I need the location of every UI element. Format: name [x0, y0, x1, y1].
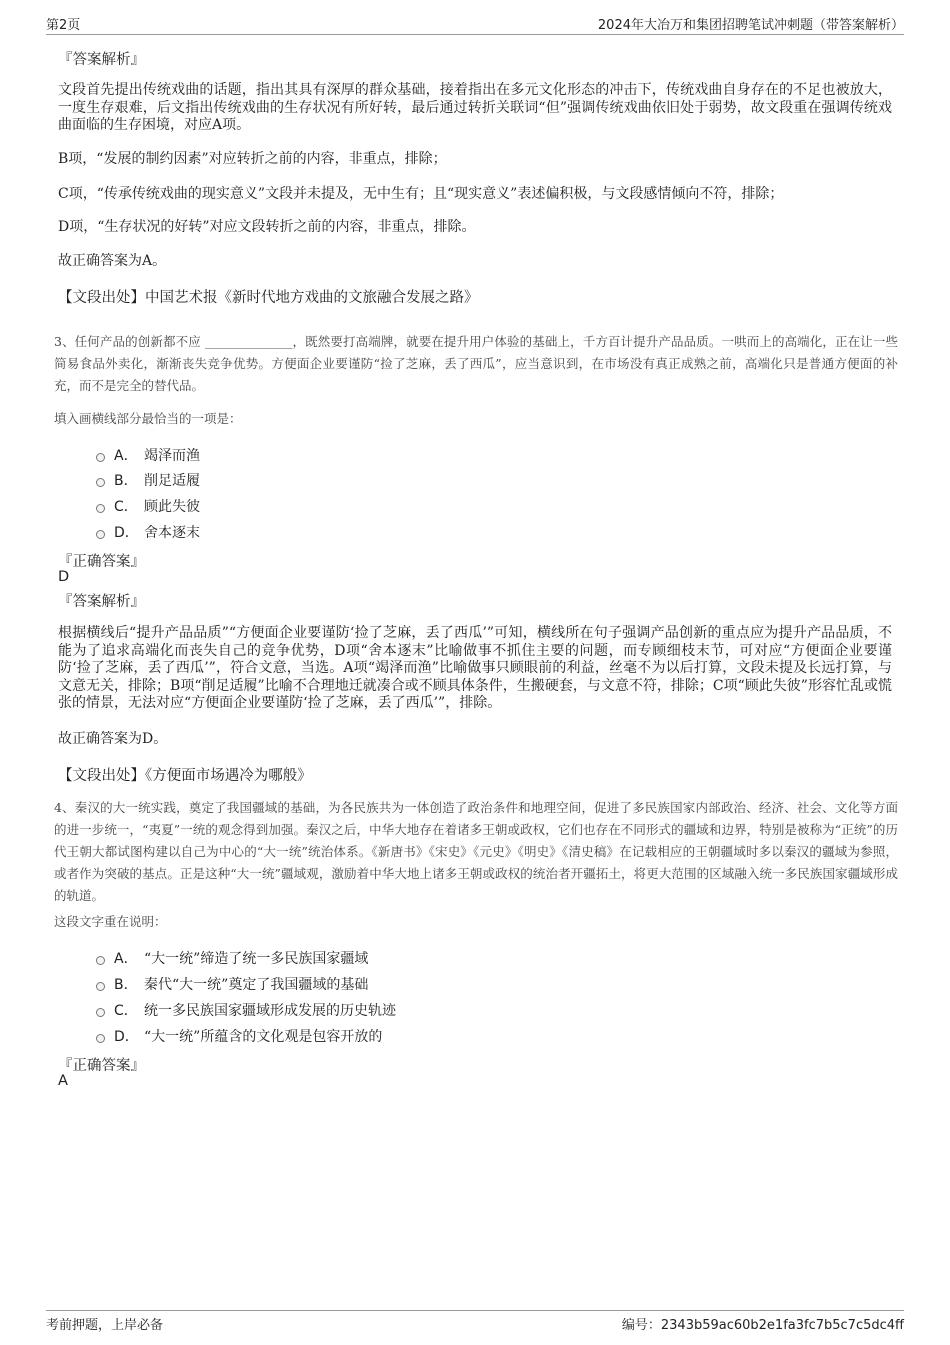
q3-prompt: 填入画横线部分最恰当的一项是：	[54, 411, 242, 426]
radio-button[interactable]	[96, 956, 105, 965]
q3-stem: 3、任何产品的创新都不应 ______________，既然要打高端牌，就要在提升用户体验的基础上，千方百计提升产品品质。一哄而上的高端化，正在让一些简易食品外卖化，渐渐丧失竞争优势。方便面企业要谨防“捡了芝麻，丢了西瓜”，应当意识到，在市场没有真正成熟之前，高端化只是普通方便面的补充，而不是完全的替代品。	[54, 334, 898, 393]
radio-button[interactable]	[96, 453, 105, 462]
q4-prompt: 这段文字重在说明：	[54, 914, 167, 929]
radio-button[interactable]	[96, 1008, 105, 1017]
page-footer	[46, 1310, 904, 1334]
q3-analysis-label: 『答案解析』	[58, 594, 145, 610]
q2-analysis-label: 『答案解析』	[58, 52, 145, 68]
q4-option-b[interactable]: B． 秦代“大一统”奠定了我国疆域的基础	[96, 974, 368, 994]
document-title: 2024年大冶万和集团招聘笔试冲刺题（带答案解析）	[597, 18, 904, 33]
q3-option-a[interactable]: A． 竭泽而渔	[96, 445, 200, 465]
q3-answer: D	[58, 569, 70, 585]
q4-answer-label: 『正确答案』	[58, 1058, 145, 1074]
q3-answer-label: 『正确答案』	[58, 554, 145, 570]
q4-answer: A	[58, 1073, 68, 1089]
page-number: 第2页	[46, 18, 81, 33]
radio-button[interactable]	[96, 1034, 105, 1043]
radio-button[interactable]	[96, 504, 105, 513]
q3-option-d[interactable]: D． 舍本逐末	[96, 522, 200, 542]
q4-option-d[interactable]: D． “大一统”所蕴含的文化观是包容开放的	[96, 1026, 382, 1046]
q2-analysis: 文段首先提出传统戏曲的话题，指出其具有深厚的群众基础，接着指出在多元文化形态的冲击下，传统戏曲自身存在的不足也被放大，一度生存艰难，后文指出传统戏曲的生存状况有所好转，最后通过转折关联词“但”强调传统戏曲依旧处于弱势，故文段重在强调传统戏曲面临的生存困境，对应A项。	[58, 82, 892, 133]
q2-source: 【文段出处】中国艺术报《新时代地方戏曲的文旅融合发展之路》	[58, 290, 479, 306]
q3-option-b[interactable]: B． 削足适履	[96, 470, 200, 490]
q3-conclusion: 故正确答案为D。	[58, 731, 168, 747]
q2-option-b-note: B项，“发展的制约因素”对应转折之前的内容，非重点，排除；	[58, 151, 447, 167]
q4-option-c[interactable]: C． 统一多民族国家疆域形成发展的历史轨迹	[96, 1000, 396, 1020]
q3-source: 【文段出处】《方便面市场遇冷为哪般》	[58, 768, 312, 784]
page-header	[46, 14, 904, 35]
radio-button[interactable]	[96, 982, 105, 991]
radio-button[interactable]	[96, 478, 105, 487]
q2-option-d-note: D项，“生存状况的好转”对应文段转折之前的内容，非重点，排除。	[58, 219, 476, 235]
q2-option-c-note: C项，“传承传统戏曲的现实意义”文段并未提及，无中生有；且“现实意义”表述偏积极，与文段感情倾向不符，排除；	[58, 186, 784, 202]
q3-analysis: 根据横线后“提升产品品质”“方便面企业要谨防‘捡了芝麻，丢了西瓜’”可知，横线所在句子强调产品创新的重点应为提升产品品质，不能为了追求高端化而丧失自己的竞争优势，D项“舍本逐末”比喻做事不抓住主要的问题，而专顾细枝末节，可对应“方便面企业要谨防‘捡了芝麻，丢了西瓜’”，符合文意，当选。A项“竭泽而渔”比喻做事只顾眼前的利益，丝毫不为以后打算，文段未提及长远打算，与文意无关，排除；B项“削足适履”比喻不合理地迁就凑合或不顾具体条件，生搬硬套，与文意不符，排除；C项“顾此失彼”形容忙乱或慌张的情景，无法对应“方便面企业要谨防‘捡了芝麻，丢了西瓜’”，排除。	[58, 625, 892, 711]
q3-option-c[interactable]: C． 顾此失彼	[96, 496, 200, 516]
document-id: 编号：2343b59ac60b2e1fa3fc7b5c7c5dc4ff	[621, 1318, 904, 1333]
radio-button[interactable]	[96, 530, 105, 539]
footer-slogan: 考前押题，上岸必备	[46, 1318, 164, 1333]
q2-conclusion: 故正确答案为A。	[58, 253, 167, 269]
q4-stem: 4、秦汉的大一统实践，奠定了我国疆域的基础，为各民族共为一体创造了政治条件和地理空间，促进了多民族国家内部政治、经济、社会、文化等方面的进一步统一，“夷夏”一统的观念得到加强。秦汉之后，中华大地存在着诸多王朝或政权，它们也存在不同形式的疆域和边界，特别是被称为“正统”的历代王朝大都试图构建以自己为中心的“大一统”统治体系。《新唐书》《宋史》《元史》《明史》《清史稿》在记载相应的王朝疆域时多以秦汉的疆域为参照，或者作为突破的基点。正是这种“大一统”疆域观，激励着中华大地上诸多王朝或政权的统治者开疆拓土，将更大范围的区域融入统一多民族国家疆域形成的轨道。	[54, 800, 898, 903]
q4-option-a[interactable]: A． “大一统”缔造了统一多民族国家疆域	[96, 948, 368, 968]
